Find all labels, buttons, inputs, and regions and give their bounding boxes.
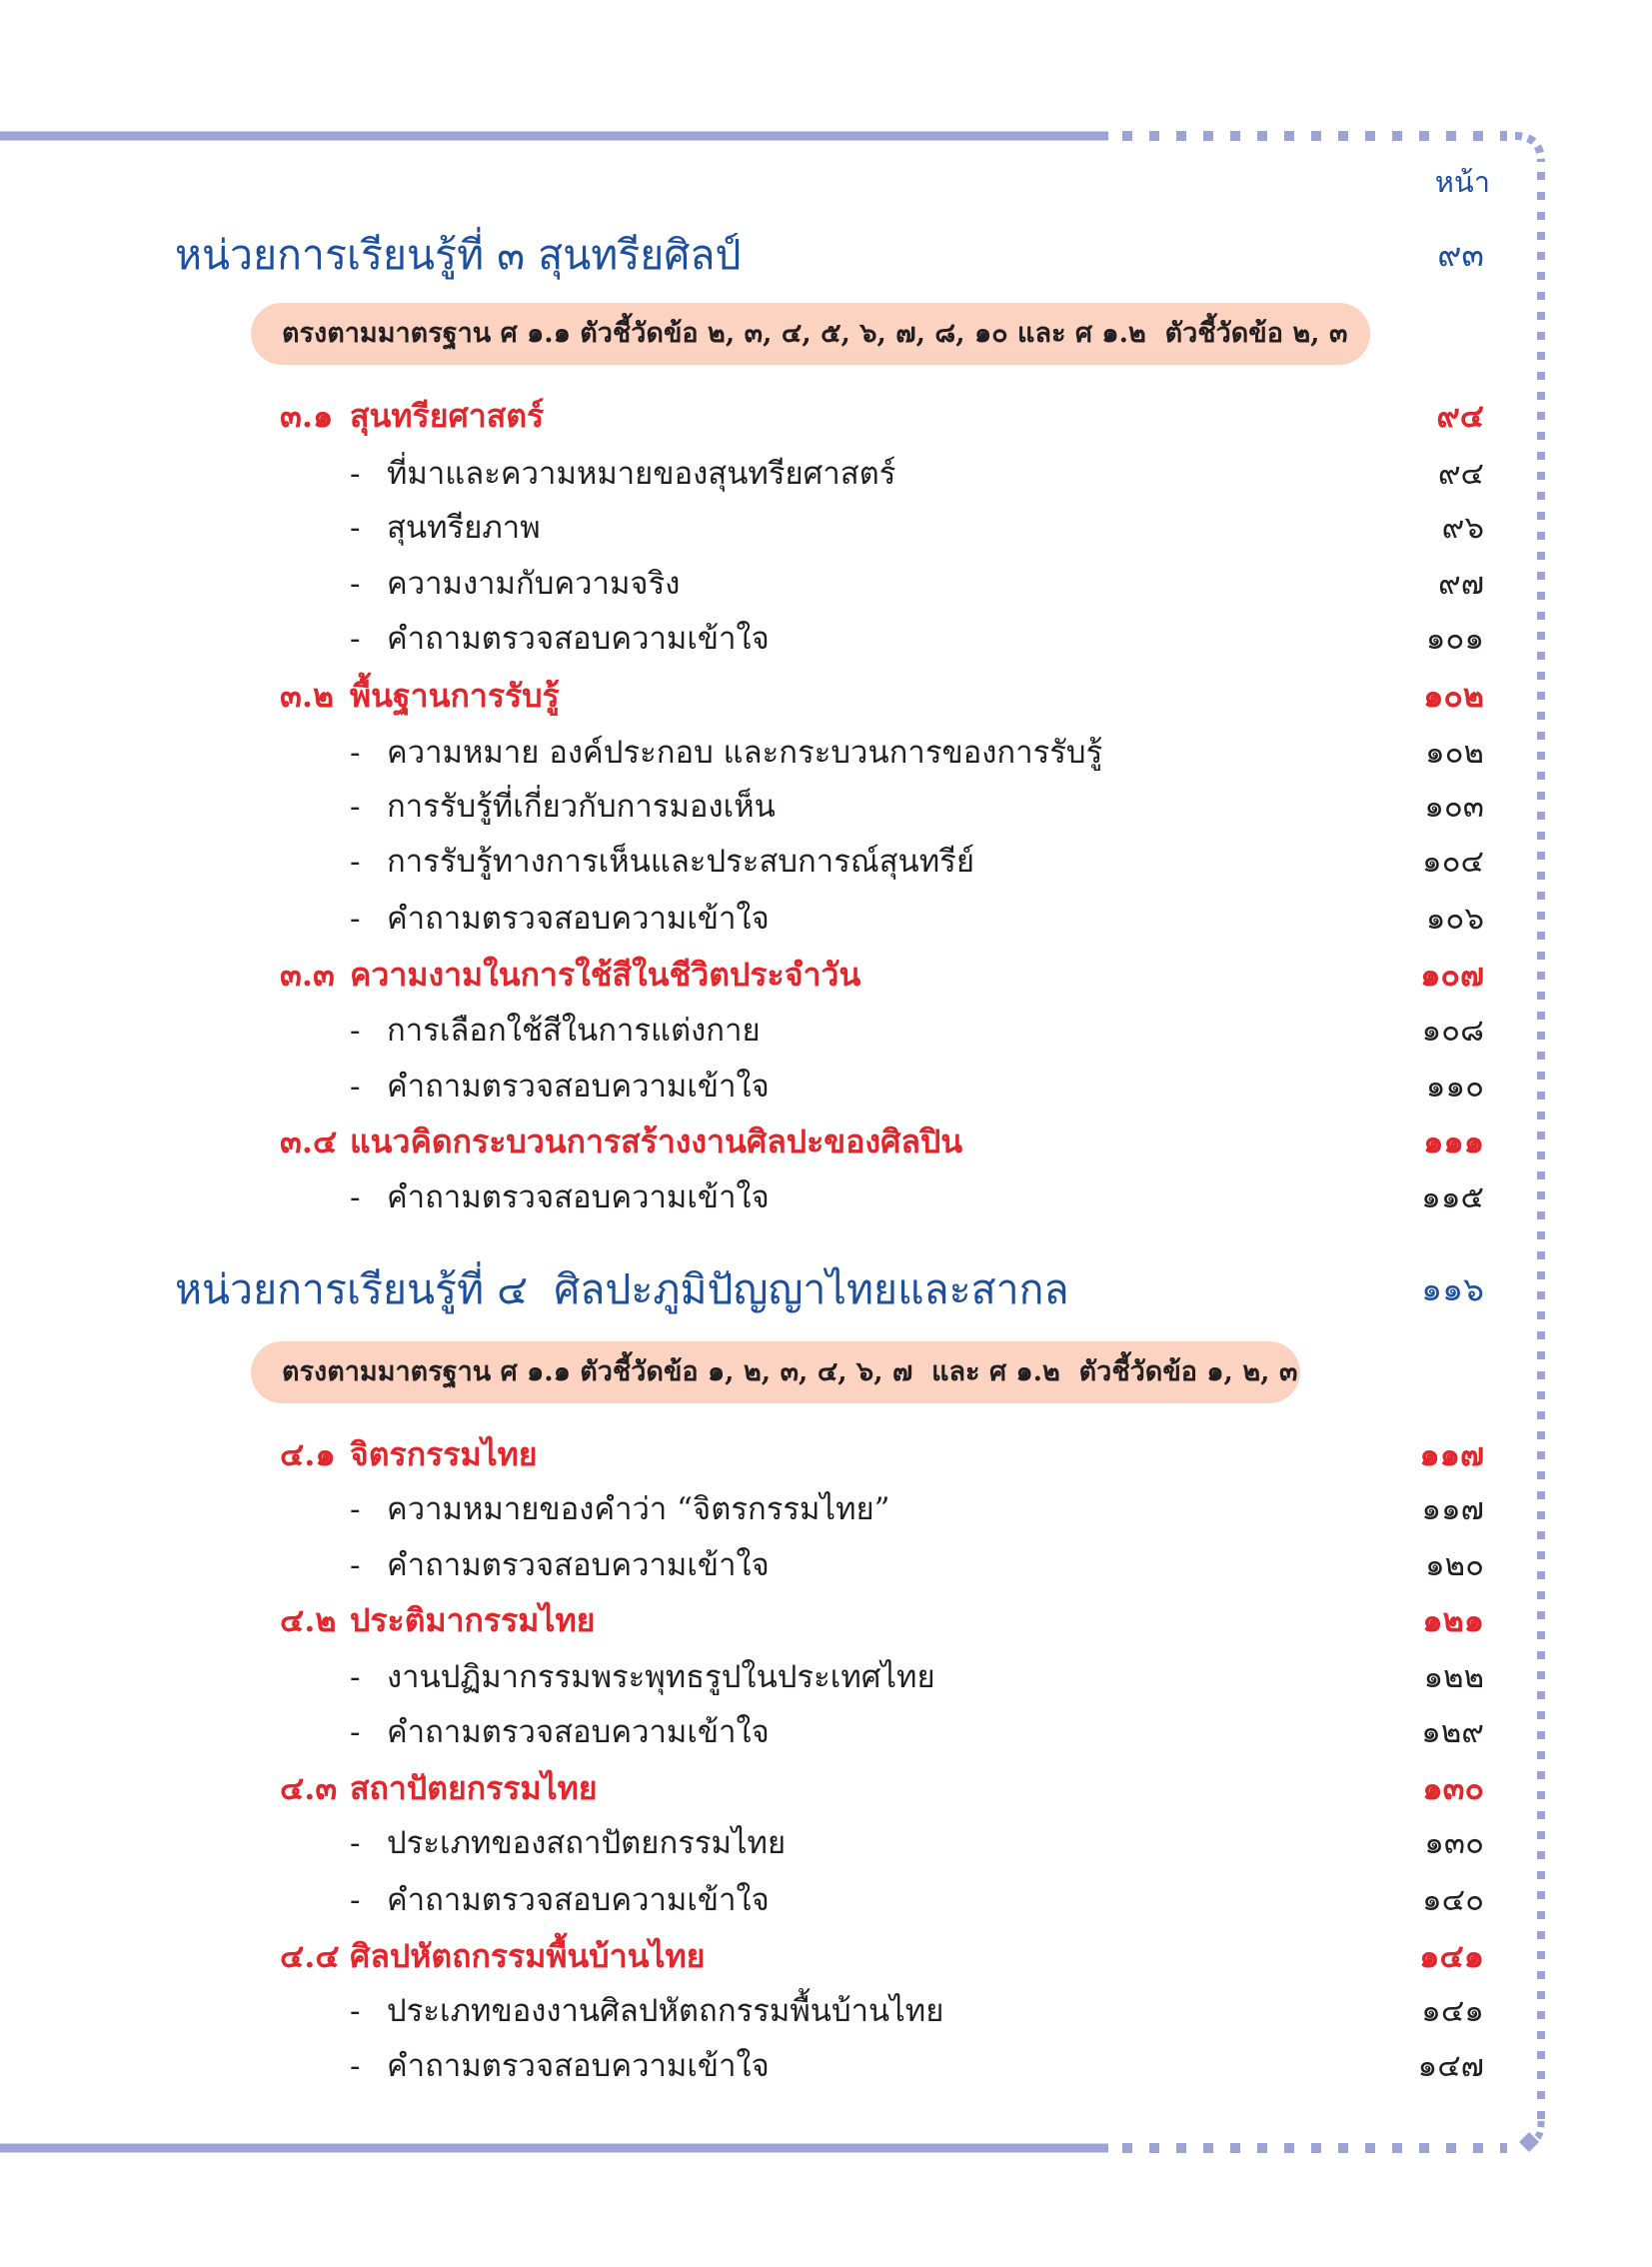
- unit-page: ๙๓: [1437, 235, 1484, 274]
- section-number: ๓.๓: [280, 956, 335, 994]
- item-title: การเลือกใช้สีในการแต่งกาย: [387, 1013, 761, 1049]
- item-page: ๑๐๑: [1425, 621, 1484, 657]
- item-title: คำถามตรวจสอบความเข้าใจ: [387, 2048, 770, 2084]
- item-page: ๑๔๗: [1417, 2048, 1484, 2084]
- toc-item: [0, 1169, 1652, 1225]
- toc-item: [0, 446, 1652, 502]
- section-page: ๑๑๑: [1423, 1123, 1484, 1160]
- toc-item: [0, 725, 1652, 781]
- item-page: ๑๐๖: [1425, 901, 1484, 937]
- item-title: ประเภทของสถาปัตยกรรมไทย: [387, 1825, 787, 1861]
- unit-page: ๑๑๖: [1421, 1269, 1484, 1308]
- section-page: ๑๐๒: [1423, 677, 1484, 715]
- section-title: ความงามในการใช้สีในชีวิตประจำวัน: [350, 956, 861, 994]
- item-page: ๑๑๕: [1421, 1179, 1484, 1215]
- unit-heading: [0, 223, 1652, 287]
- toc-item: [0, 1704, 1652, 1760]
- item-bullet: -: [350, 789, 361, 825]
- item-page: ๑๔๐: [1421, 1882, 1484, 1918]
- section-row: [0, 1928, 1652, 1984]
- toc-item: [0, 1003, 1652, 1059]
- item-bullet: -: [350, 621, 361, 657]
- section-number: ๔.๓: [280, 1769, 338, 1807]
- section-page: ๑๓๐: [1422, 1769, 1484, 1807]
- section-title: จิตรกรรมไทย: [350, 1435, 538, 1473]
- item-bullet: -: [350, 1013, 361, 1049]
- section-number: ๓.๔: [280, 1123, 338, 1160]
- toc-item: [0, 2038, 1652, 2094]
- toc-item: [0, 1815, 1652, 1871]
- item-bullet: -: [350, 1069, 361, 1105]
- section-title: พื้นฐานการรับรู้: [350, 677, 560, 715]
- section-row: [0, 947, 1652, 1003]
- section-row: [0, 668, 1652, 724]
- item-bullet: -: [350, 1825, 361, 1861]
- unit-title: หน่วยการเรียนรู้ที่ ๔ ศิลปะภูมิปัญญาไทยและสากล: [175, 1265, 1069, 1313]
- corner-top-right: [1515, 136, 1541, 162]
- section-page: ๑๑๗: [1419, 1435, 1484, 1473]
- item-title: คำถามตรวจสอบความเข้าใจ: [387, 1882, 770, 1918]
- item-page: ๙๖: [1441, 510, 1484, 546]
- section-page: ๑๐๗: [1420, 956, 1484, 994]
- item-bullet: -: [350, 1882, 361, 1918]
- standards-box: ตรงตามมาตรฐาน ศ ๑.๑ ตัวชี้วัดข้อ ๒, ๓, ๔, ๕, ๖, ๗, ๘, ๑๐ และ ศ ๑.๒ ตัวชี้วัดข้อ ๒, ๓: [251, 303, 1370, 365]
- item-title: คำถามตรวจสอบความเข้าใจ: [387, 1069, 770, 1105]
- section-title: สุนทรียศาสตร์: [350, 397, 545, 435]
- item-bullet: -: [350, 1179, 361, 1215]
- unit-heading: [0, 1257, 1652, 1321]
- toc-item: [0, 779, 1652, 835]
- item-bullet: -: [350, 510, 361, 546]
- item-page: ๑๒๙: [1421, 1714, 1484, 1750]
- unit-title: หน่วยการเรียนรู้ที่ ๓ สุนทรียศิลป์: [175, 231, 742, 279]
- item-title: คำถามตรวจสอบความเข้าใจ: [387, 1547, 770, 1583]
- item-bullet: -: [350, 1547, 361, 1583]
- item-bullet: -: [350, 735, 361, 771]
- toc-item: [0, 1059, 1652, 1115]
- item-page: ๑๓๐: [1424, 1825, 1484, 1861]
- item-bullet: -: [350, 1714, 361, 1750]
- section-title: ศิลปหัตถกรรมพื้นบ้านไทย: [350, 1937, 706, 1975]
- item-bullet: -: [350, 901, 361, 937]
- item-bullet: -: [350, 1993, 361, 2029]
- item-page: ๑๐๔: [1421, 844, 1484, 880]
- section-number: ๔.๔: [280, 1937, 340, 1975]
- toc-item: [0, 834, 1652, 890]
- item-bullet: -: [350, 844, 361, 880]
- section-row: [0, 388, 1652, 444]
- item-page: ๑๐๘: [1421, 1013, 1484, 1049]
- item-page: ๑๑๐: [1425, 1069, 1484, 1105]
- section-page: ๙๔: [1436, 397, 1484, 435]
- item-page: ๑๐๒: [1424, 735, 1484, 771]
- item-page: ๑๒๒: [1423, 1659, 1484, 1695]
- item-bullet: -: [350, 1491, 361, 1527]
- item-title: งานปฏิมากรรมพระพุทธรูปในประเทศไทย: [387, 1659, 935, 1695]
- toc-item: [0, 1537, 1652, 1593]
- toc-item: [0, 611, 1652, 667]
- section-title: สถาปัตยกรรมไทย: [350, 1769, 598, 1807]
- item-title: ที่มาและความหมายของสุนทรียศาสตร์: [387, 456, 896, 492]
- item-title: คำถามตรวจสอบความเข้าใจ: [387, 901, 770, 937]
- item-title: คำถามตรวจสอบความเข้าใจ: [387, 621, 770, 657]
- toc-item: [0, 1649, 1652, 1705]
- item-page: ๑๑๗: [1421, 1491, 1484, 1527]
- item-title: คำถามตรวจสอบความเข้าใจ: [387, 1714, 770, 1750]
- item-title: ประเภทของงานศิลปหัตถกรรมพื้นบ้านไทย: [387, 1993, 944, 2029]
- item-title: ความหมาย องค์ประกอบ และกระบวนการของการรับรู้: [387, 735, 1103, 771]
- section-row: [0, 1426, 1652, 1482]
- section-row: [0, 1760, 1652, 1816]
- section-page: ๑๒๑: [1422, 1601, 1484, 1639]
- item-page: ๑๐๓: [1424, 789, 1484, 825]
- toc-item: [0, 500, 1652, 556]
- toc-item: [0, 1872, 1652, 1928]
- item-title: การรับรู้ที่เกี่ยวกับการมองเห็น: [387, 789, 776, 825]
- section-title: แนวคิดกระบวนการสร้างงานศิลปะของศิลปิน: [350, 1123, 963, 1160]
- section-number: ๔.๑: [280, 1435, 336, 1473]
- item-page: ๑๔๑: [1421, 1993, 1484, 2029]
- item-title: คำถามตรวจสอบความเข้าใจ: [387, 1179, 770, 1215]
- section-page: ๑๔๑: [1419, 1937, 1484, 1975]
- section-row: [0, 1592, 1652, 1648]
- corner-bottom-right: [1535, 2121, 1541, 2139]
- standards-box: ตรงตามมาตรฐาน ศ ๑.๑ ตัวชี้วัดข้อ ๑, ๒, ๓, ๔, ๖, ๗ และ ศ ๑.๒ ตัวชี้วัดข้อ ๑, ๒, ๓: [251, 1341, 1300, 1403]
- toc-item: [0, 1481, 1652, 1537]
- section-row: [0, 1114, 1652, 1169]
- page-column-label: หน้า: [1434, 165, 1490, 199]
- item-title: ความหมายของคำว่า “จิตรกรรมไทย”: [387, 1491, 890, 1527]
- item-page: ๑๒๐: [1424, 1547, 1484, 1583]
- toc-item: [0, 891, 1652, 947]
- item-bullet: -: [350, 456, 361, 492]
- item-title: การรับรู้ทางการเห็นและประสบการณ์สุนทรีย์: [387, 844, 974, 880]
- item-bullet: -: [350, 1659, 361, 1695]
- section-number: ๓.๑: [280, 397, 334, 435]
- item-bullet: -: [350, 2048, 361, 2084]
- toc-item: [0, 1983, 1652, 2039]
- section-title: ประติมากรรมไทย: [350, 1601, 596, 1639]
- item-bullet: -: [350, 566, 361, 602]
- section-number: ๔.๒: [280, 1601, 337, 1639]
- section-number: ๓.๒: [280, 677, 335, 715]
- item-page: ๙๗: [1437, 566, 1484, 602]
- item-page: ๙๔: [1437, 456, 1484, 492]
- item-title: ความงามกับความจริง: [387, 566, 681, 602]
- toc-item: [0, 556, 1652, 612]
- item-title: สุนทรียภาพ: [387, 510, 541, 546]
